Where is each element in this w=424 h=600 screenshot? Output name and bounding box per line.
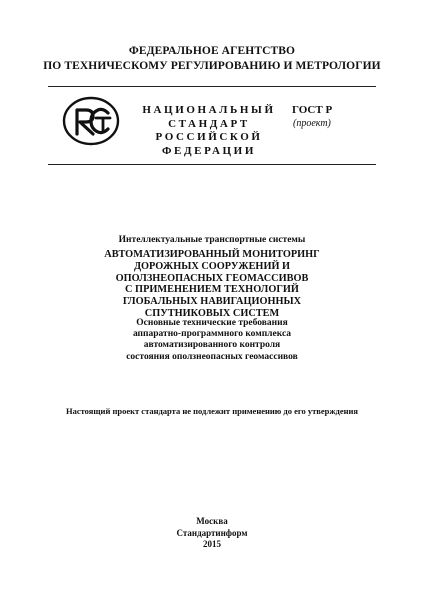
standard-line: ФЕДЕРАЦИИ: [161, 144, 256, 157]
agency-line: ФЕДЕРАЛЬНОЕ АГЕНТСТВО: [128, 45, 296, 57]
imprint-city: Москва: [196, 516, 228, 526]
bottom-divider: [48, 164, 376, 165]
title-line: ОПОЛЗНЕОПАСНЫХ ГЕОМАССИВОВ: [115, 272, 309, 284]
title-line: АВТОМАТИЗИРОВАННЫЙ МОНИТОРИНГ: [104, 249, 320, 260]
agency-line: ПО ТЕХНИЧЕСКОМУ РЕГУЛИРОВАНИЮ И МЕТРОЛОГИИ: [43, 60, 381, 72]
title-line: С ПРИМЕНЕНИЕМ ТЕХНОЛОГИЙ: [125, 284, 299, 296]
imprint-publisher: Стандартинформ: [176, 527, 248, 538]
title-line: СПУТНИКОВЫХ СИСТЕМ: [144, 307, 280, 319]
gost-label: ГОСТ Р: [292, 104, 333, 116]
draft-notice: Настоящий проект стандарта не подлежит применению до его утверждения: [65, 406, 359, 416]
standard-line: НАЦИОНАЛЬНЫЙ: [142, 104, 276, 116]
agency-header: [40, 44, 384, 74]
document-subtitle: [40, 318, 384, 363]
subtitle-line: Основные технические требования: [136, 318, 288, 328]
draft-label: (проект): [293, 118, 331, 129]
top-divider: [48, 86, 376, 87]
standard-line: СТАНДАРТ: [168, 117, 250, 130]
title-line: ДОРОЖНЫХ СООРУЖЕНИЙ И: [133, 260, 291, 272]
subtitle-line: состояния оползнеопасных геомассивов: [126, 351, 298, 362]
standard-line: РОССИЙСКОЙ: [155, 131, 263, 143]
subtitle-line: автоматизированного контроля: [143, 340, 281, 351]
imprint-year: 2015: [203, 539, 221, 549]
imprint: [140, 516, 284, 551]
standard-designation: [124, 104, 294, 158]
document-title: [40, 249, 384, 320]
title-line: ГЛОБАЛЬНЫХ НАВИГАЦИОННЫХ: [122, 296, 302, 308]
rst-logo-icon: [62, 96, 120, 146]
series-title: Интеллектуальные транспортные системы: [118, 235, 306, 245]
subtitle-line: аппаратно-программного комплекса: [132, 329, 292, 340]
